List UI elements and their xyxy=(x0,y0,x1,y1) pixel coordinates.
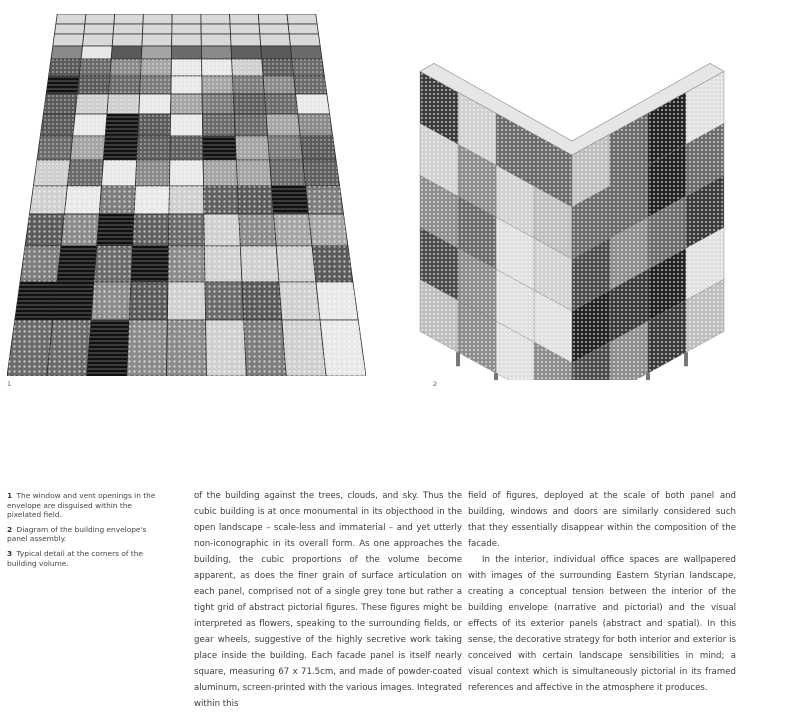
panel-texture xyxy=(202,94,234,114)
panel-texture xyxy=(94,246,133,282)
panel-texture xyxy=(47,320,91,376)
envelope-diagram xyxy=(400,60,745,380)
panel-texture xyxy=(206,320,247,376)
facade-panel xyxy=(201,24,230,34)
panel-texture xyxy=(264,94,297,114)
panel-texture xyxy=(276,246,316,282)
facade-panel xyxy=(230,24,260,34)
facade-panel xyxy=(51,46,83,59)
facade-panel xyxy=(172,14,201,24)
facade-panel xyxy=(287,14,317,24)
panel-texture xyxy=(139,94,171,114)
panel-texture xyxy=(203,136,237,160)
panel-texture xyxy=(37,136,73,160)
panel-texture xyxy=(292,59,324,76)
panel-texture xyxy=(309,214,348,246)
panel-texture xyxy=(73,114,107,136)
facade-panel xyxy=(143,14,172,24)
panel-texture xyxy=(266,114,300,136)
panel-texture xyxy=(129,282,168,320)
caption-3-number: 3 xyxy=(7,548,13,558)
panel-texture xyxy=(272,186,309,214)
panel-texture xyxy=(131,246,169,282)
panel-texture xyxy=(20,246,61,282)
panel-texture xyxy=(204,246,242,282)
paragraph: of the building against the trees, clouds, and sky. Thus the cubic building is at once monumental in its objecthood in the open landscape – scale-less and immaterial – and yet utterly non-iconographic in its overall form. As one approaches the building, the cubic proportions of the volume become apparent, as does the finer grain of surface articulation on each panel, comprised not of a single grey tone but rather a tight grid of abstract pictorial figures. These figures might be interpreted as flowers, speaking to the surrounding fields, or gear wheels, suggestive of the highly secretive work taking place inside the building. Each facade panel is itself nearly square, measuring 67 x 71.5cm, and made of powder-coated aluminum, screen-printed with the various images. Integrated within this xyxy=(194,491,462,709)
caption-2 xyxy=(7,525,167,544)
facade-panel xyxy=(231,46,262,59)
panel-texture xyxy=(262,59,294,76)
panel-texture xyxy=(43,94,77,114)
support-leg xyxy=(684,352,688,366)
panel-texture xyxy=(171,76,202,94)
panel-texture xyxy=(110,59,141,76)
panel-texture xyxy=(46,76,79,94)
body-column-2 xyxy=(468,488,736,696)
facade-panel xyxy=(113,24,143,34)
panel-texture xyxy=(306,186,344,214)
panel-texture xyxy=(300,136,336,160)
panel-texture xyxy=(40,114,75,136)
panel-texture xyxy=(169,214,205,246)
panel-texture xyxy=(109,76,141,94)
facade-panel xyxy=(111,46,142,59)
facade-panel xyxy=(172,34,202,46)
facade-panel xyxy=(142,34,172,46)
panel-texture xyxy=(33,160,70,186)
panel-texture xyxy=(232,76,264,94)
facade-photo xyxy=(7,14,366,376)
panel-texture xyxy=(77,76,110,94)
panel-texture xyxy=(101,160,136,186)
panel-texture xyxy=(137,136,171,160)
facade-panel xyxy=(259,24,289,34)
panel-texture xyxy=(205,282,244,320)
panel-texture xyxy=(282,320,326,376)
support-leg xyxy=(456,352,460,366)
panel-texture xyxy=(99,186,135,214)
support-leg xyxy=(494,373,498,380)
panel-texture xyxy=(140,76,171,94)
panel-texture xyxy=(138,114,171,136)
panel-texture xyxy=(268,136,303,160)
support-leg xyxy=(646,373,650,380)
panel-texture xyxy=(167,320,207,376)
panel-texture xyxy=(298,114,333,136)
panel-texture xyxy=(75,94,108,114)
facade-panel xyxy=(261,46,292,59)
panel-texture xyxy=(263,76,296,94)
panel-texture xyxy=(169,160,203,186)
panel-texture xyxy=(169,186,204,214)
figure-2-number: 2 xyxy=(433,380,438,388)
facade-panel xyxy=(56,14,86,24)
panel-texture xyxy=(239,214,276,246)
paragraph: In the interior, individual office spaces are wallpapered with images of the surrounding Eastern Styrian landscape, creating a conceptual tension between the interior of the building envelope (narrative and pictorial) and the visual effects of its exterior panels (abstract and spatial). In this sense, the decorative strategy for both interior and exterior is conceived with certain landscape sensibilities in mind; a visual context which is simultaneously pictorial in its framed references and affective in the atmosphere it produces. xyxy=(468,555,736,693)
panel-texture xyxy=(234,114,268,136)
panel-texture xyxy=(294,76,327,94)
panel-texture xyxy=(170,136,203,160)
panel-texture xyxy=(236,160,271,186)
caption-3 xyxy=(7,549,167,568)
panel-texture xyxy=(103,136,137,160)
panel-texture xyxy=(87,320,129,376)
facade-panel xyxy=(231,34,261,46)
facade-panel xyxy=(112,34,142,46)
panel-texture xyxy=(133,214,169,246)
panel-texture xyxy=(135,160,169,186)
panel-texture xyxy=(91,282,131,320)
panel-texture xyxy=(204,214,240,246)
panel-texture xyxy=(171,94,203,114)
panel-texture xyxy=(67,160,103,186)
facade-panel xyxy=(201,46,231,59)
facade-panel xyxy=(201,14,230,24)
facade-panel xyxy=(290,46,322,59)
panel-texture xyxy=(7,320,53,376)
panel-texture xyxy=(232,59,263,76)
facade-panel xyxy=(260,34,291,46)
paragraph: field of figures, deployed at the scale of both panel and building, windows and doors are similarly considered such that they essentially disappear within the composition of the facade. xyxy=(468,491,736,549)
panel-texture xyxy=(105,114,139,136)
facade-panel xyxy=(172,24,201,34)
panel-texture xyxy=(202,59,233,76)
facade-panel xyxy=(85,14,115,24)
facade-panel xyxy=(289,34,320,46)
panel-texture xyxy=(270,160,306,186)
panel-texture xyxy=(171,59,202,76)
facade-panel xyxy=(114,14,143,24)
figure-1-number: 1 xyxy=(7,380,12,388)
facade-panel xyxy=(230,14,259,24)
facade-panel xyxy=(171,46,201,59)
panel-texture xyxy=(167,282,205,320)
body-column-1 xyxy=(194,488,462,712)
caption-2-text: Diagram of the building envelope's panel assembly. xyxy=(7,524,147,544)
panel-texture xyxy=(202,76,233,94)
panel-texture xyxy=(25,214,64,246)
facade-panel xyxy=(53,34,84,46)
panel-texture xyxy=(202,114,235,136)
facade-panel xyxy=(142,24,171,34)
panel-texture xyxy=(15,282,57,320)
caption-1-text: The window and vent openings in the envelope are disguised within the pixelated field. xyxy=(7,491,156,520)
panel-texture xyxy=(279,282,320,320)
panel-texture xyxy=(70,136,105,160)
panel-texture xyxy=(303,160,340,186)
panel-texture xyxy=(238,186,274,214)
panel-texture xyxy=(57,246,97,282)
facade-panel xyxy=(83,34,114,46)
panel-texture xyxy=(64,186,101,214)
caption-2-number: 2 xyxy=(7,524,13,534)
panel-texture xyxy=(127,320,168,376)
caption-1-number: 1 xyxy=(7,491,13,500)
panel-texture xyxy=(204,186,239,214)
facade-panel xyxy=(258,14,288,24)
panel-texture xyxy=(296,94,330,114)
panel-texture xyxy=(320,320,366,376)
facade-panel xyxy=(201,34,231,46)
panel-texture xyxy=(97,214,134,246)
panel-texture xyxy=(61,214,99,246)
panel-texture xyxy=(168,246,205,282)
panel-texture xyxy=(312,246,353,282)
facade-panel xyxy=(81,46,112,59)
panel-texture xyxy=(79,59,111,76)
facade-panel xyxy=(54,24,84,34)
panel-texture xyxy=(235,136,269,160)
panel-texture xyxy=(49,59,81,76)
panel-texture xyxy=(170,114,202,136)
caption-3-text: Typical detail at the corners of the building volume. xyxy=(7,548,143,568)
panel-texture xyxy=(233,94,266,114)
panel-texture xyxy=(242,282,282,320)
panel-texture xyxy=(240,246,279,282)
panel-texture xyxy=(274,214,312,246)
caption-1 xyxy=(7,491,167,520)
figure-captions xyxy=(7,491,167,573)
facade-panel xyxy=(288,24,318,34)
panel-texture xyxy=(316,282,358,320)
facade-panel xyxy=(141,46,171,59)
panel-texture xyxy=(203,160,237,186)
panel-texture xyxy=(29,186,67,214)
panel-texture xyxy=(134,186,169,214)
panel-texture xyxy=(141,59,172,76)
panel-texture xyxy=(53,282,94,320)
panel-texture xyxy=(244,320,286,376)
panel-texture xyxy=(107,94,140,114)
facade-panel xyxy=(84,24,114,34)
